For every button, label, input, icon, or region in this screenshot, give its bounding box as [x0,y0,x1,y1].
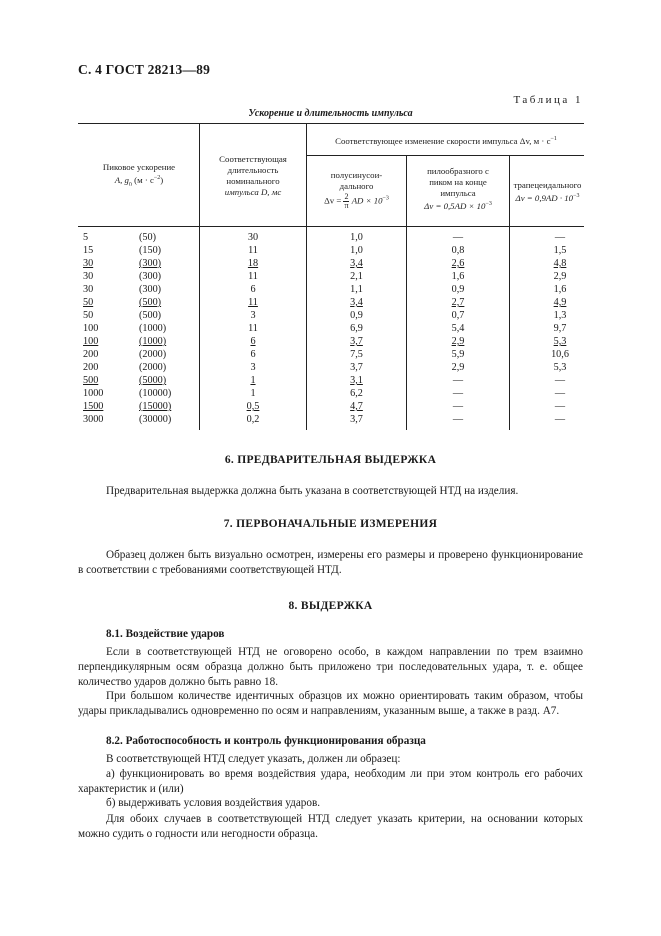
cell-peak-acceleration: 30 [83,258,94,269]
cell-half-sine: 3,7 [350,362,363,373]
cell-peak-acceleration-g: (500) [139,310,162,321]
header-half-sine: полусинусои- дального Δv = $\frac{2}{\pi}$ AD × $10^{-3}$ [324,170,389,210]
cell-duration: 0,5 [246,401,260,412]
cell-duration: 3 [250,310,256,321]
cell-trapezoidal: 2,9 [553,271,567,282]
cell-duration: 11 [248,323,258,334]
cell-duration: 11 [248,245,258,256]
cell-peak-acceleration: 100 [83,336,99,347]
header-trapezoidal: трапецеидального $\Delta v = 0,9AD \cdot 10^{-3}$ [513,180,582,203]
cell-sawtooth: 5,4 [451,323,465,334]
table-number: Таблица 1 [513,94,583,106]
cell-trapezoidal: 9,7 [553,323,567,334]
section-8-2-para-1: В соответствующей НТД следует указать, должен ли образец: [106,753,401,765]
cell-trapezoidal: 4,9 [553,297,567,308]
cell-peak-acceleration-g: (10000) [139,388,172,399]
cell-half-sine: 6,9 [350,323,363,334]
cell-duration: 6 [250,336,256,347]
cell-sawtooth: 2,9 [451,362,465,373]
cell-sawtooth: — [452,401,464,412]
cell-trapezoidal: 5,3 [553,362,567,373]
velocity-group-rule [306,155,584,156]
cell-peak-acceleration-g: (15000) [139,401,172,412]
cell-peak-acceleration: 1000 [83,388,104,399]
cell-sawtooth: — [452,414,464,425]
cell-duration: 30 [247,232,259,243]
section-7-text: Образец должен быть визуально осмотрен, измерены его размеры и проверено функционирование в соответствии с требованиями соответствующей НТД. [78,549,583,576]
section-8-2-title: 8.2. Работоспособность и контроль функционирования образца [106,735,426,747]
cell-trapezoidal: — [554,232,566,243]
cell-peak-acceleration-g: (300) [139,271,162,282]
cell-half-sine: 3,4 [350,258,363,269]
cell-peak-acceleration: 30 [83,271,94,282]
header-pulse-duration: Соответствующая длительность номинального импульса D, мс [219,154,287,197]
cell-peak-acceleration-g: (150) [139,245,162,256]
cell-peak-acceleration: 100 [83,323,99,334]
cell-sawtooth: 2,7 [451,297,465,308]
cell-trapezoidal: 4,8 [553,258,567,269]
section-8-1-title: 8.1. Воздействие ударов [106,628,225,640]
cell-trapezoidal: 1,5 [553,245,567,256]
cell-peak-acceleration: 15 [83,245,94,256]
cell-half-sine: 1,0 [350,245,363,256]
cell-peak-acceleration-g: (300) [139,258,162,269]
cell-duration: 11 [248,271,258,282]
cell-sawtooth: 2,9 [451,336,465,347]
cell-trapezoidal: — [554,401,566,412]
section-7-title: 7. ПЕРВОНАЧАЛЬНЫЕ ИЗМЕРЕНИЯ [223,518,438,530]
cell-peak-acceleration-g: (500) [139,297,162,308]
header-velocity-change: Соответствующее изменение скорости импульса Δv, $м \cdot с^{-1}$ [335,135,557,146]
cell-trapezoidal: — [554,388,566,399]
cell-sawtooth: 0,7 [451,310,465,321]
cell-sawtooth: — [452,375,464,386]
cell-duration: 6 [250,349,256,360]
cell-peak-acceleration: 500 [83,375,99,386]
cell-half-sine: 6,2 [350,388,363,399]
col-divider-1 [199,123,200,430]
cell-sawtooth: 2,6 [451,258,465,269]
cell-half-sine: 3,7 [350,414,363,425]
cell-peak-acceleration: 50 [83,297,94,308]
table-top-rule [78,123,584,124]
col-divider-2 [306,123,307,430]
cell-half-sine: 7,5 [350,349,363,360]
cell-peak-acceleration: 1500 [83,401,104,412]
cell-duration: 0,2 [246,414,260,425]
cell-sawtooth: 1,6 [451,271,465,282]
cell-peak-acceleration: 200 [83,362,99,373]
cell-peak-acceleration: 5 [83,232,89,243]
header-peak-acceleration: Пиковое ускорение A, $g_n$ $(м \cdot с^{-2})$ [102,162,176,188]
cell-half-sine: 1,1 [350,284,363,295]
cell-peak-acceleration-g: (2000) [139,349,167,360]
section-8-title: 8. ВЫДЕРЖКА [288,600,373,612]
cell-sawtooth: 5,9 [451,349,465,360]
cell-sawtooth: — [452,232,464,243]
col-divider-4 [509,155,510,430]
cell-peak-acceleration-g: (2000) [139,362,167,373]
cell-half-sine: 3,7 [350,336,363,347]
cell-trapezoidal: 1,6 [553,284,567,295]
cell-half-sine: 3,1 [350,375,363,386]
cell-peak-acceleration-g: (1000) [139,336,167,347]
cell-sawtooth: 0,8 [451,245,465,256]
half-sine-fraction: $\frac{2}{\pi}$ [344,192,349,210]
header-sawtooth: пилообразного с пиком на конце импульса $\Delta v = 0,5AD \times 10^{-3}$ [424,166,492,211]
cell-trapezoidal: — [554,414,566,425]
cell-duration: 18 [247,258,259,269]
table-caption: Ускорение и длительность импульса [248,108,413,119]
cell-duration: 6 [250,284,256,295]
cell-half-sine: 4,7 [350,401,363,412]
page-header: С. 4 ГОСТ 28213—89 [78,62,211,77]
cell-sawtooth: — [452,388,464,399]
section-8-2-item-a: а) функционировать во время воздействия удара, необходим ли при этом контроль его рабочих характеристик и (или) [78,768,583,795]
cell-trapezoidal: 1,3 [553,310,567,321]
section-6-text: Предварительная выдержка должна быть указана в соответствующей НТД на изделия. [106,485,519,497]
section-8-2-item-b: б) выдерживать условия воздействия ударов. [106,797,321,809]
cell-peak-acceleration-g: (50) [139,232,156,243]
col-divider-3 [406,155,407,430]
cell-duration: 1 [250,388,256,399]
section-6-title: 6. ПРЕДВАРИТЕЛЬНАЯ ВЫДЕРЖКА [224,454,437,466]
cell-half-sine: 1,0 [350,232,363,243]
section-8-1-para-2: При большом количестве идентичных образцов их можно ориентировать таким образом, чтобы удары прикладывались одновременно по осям и направлениям, указанным выше, а также в разд. А7. [78,690,583,717]
cell-trapezoidal: — [554,375,566,386]
cell-duration: 1 [250,375,256,386]
cell-trapezoidal: 5,3 [553,336,567,347]
cell-trapezoidal: 10,6 [551,349,569,360]
section-8-2-para-2: Для обоих случаев в соответствующей НТД следует указать критерии, на основании которых можно судить о годности или негодности образца. [78,813,583,840]
cell-duration: 3 [250,362,256,373]
cell-peak-acceleration-g: (1000) [139,323,167,334]
cell-peak-acceleration: 200 [83,349,99,360]
cell-peak-acceleration: 50 [83,310,94,321]
cell-half-sine: 0,9 [350,310,363,321]
cell-duration: 11 [248,297,258,308]
cell-half-sine: 2,1 [350,271,363,282]
cell-peak-acceleration: 3000 [83,414,104,425]
cell-half-sine: 3,4 [350,297,363,308]
cell-peak-acceleration-g: (5000) [139,375,167,386]
cell-peak-acceleration: 30 [83,284,94,295]
cell-peak-acceleration-g: (300) [139,284,162,295]
cell-peak-acceleration-g: (30000) [139,414,172,425]
section-8-1-para-1: Если в соответствующей НТД не оговорено особо, в каждом направлении по трем взаимно перпендикулярным осям образца должно быть приложено три последовательных удара, т. е. общее количество ударов должно быть равно 18. [78,646,583,688]
cell-sawtooth: 0,9 [451,284,465,295]
